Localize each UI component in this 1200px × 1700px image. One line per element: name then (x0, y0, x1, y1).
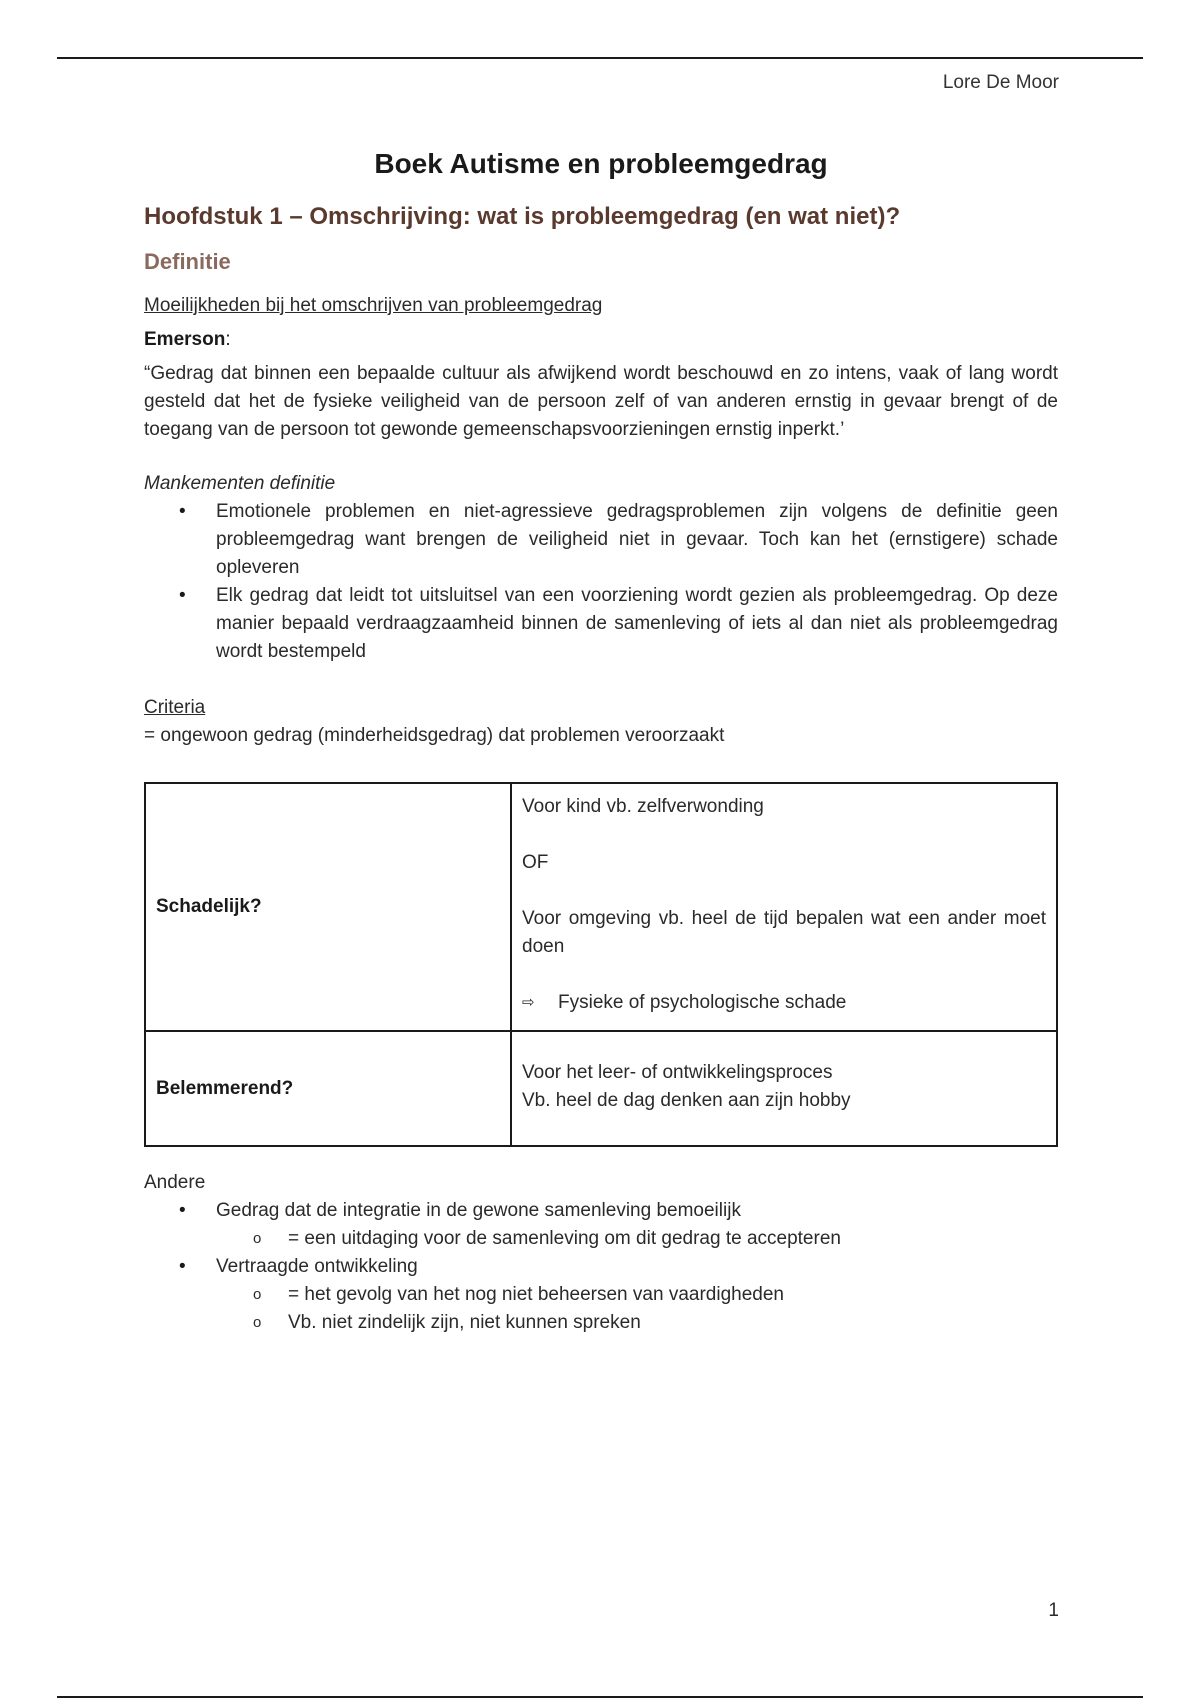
andere-list (144, 1197, 1058, 1337)
list-item: • Elk gedrag dat leidt tot uitsluitsel van een voorziening wordt gezien als probleemgedrag. Op deze manier bepaald verdraagzaamheid binnen de samenleving of iets al dan niet als probleemgedrag wordt bestempeld (216, 582, 1058, 666)
sub-list (216, 1281, 1058, 1337)
cell-arrow-line (522, 989, 1046, 1017)
table-row (145, 783, 1057, 1031)
subheading: Moeilijkheden bij het omschrijven van probleemgedrag (144, 295, 603, 316)
table-cell-label: Belemmerend? (145, 1031, 511, 1146)
criteria-title: Criteria (144, 697, 206, 718)
list-item-text: Gedrag dat de integratie in de gewone samenleving bemoeilijk (216, 1200, 741, 1221)
criteria-table (144, 782, 1058, 1147)
top-rule (57, 57, 1143, 59)
section-heading: Definitie (144, 249, 231, 274)
sub-list (216, 1225, 1058, 1253)
mankementen-list (144, 498, 1058, 666)
arrow-icon: ⇨ (522, 994, 535, 1011)
emerson-name: Emerson (144, 329, 226, 350)
sub-list-item: o = een uitdaging voor de samenleving om dit gedrag te accepteren (288, 1225, 1058, 1253)
page-content (144, 140, 1058, 1337)
list-item: • Emotionele problemen en niet-agressieve gedragsproblemen zijn volgens de definitie geen probleemgedrag want brengen de veiligheid niet in gevaar. Toch kan het (ernstigere) schade opleveren (216, 498, 1058, 582)
table-cell-value (511, 1031, 1057, 1146)
emerson-colon: : (225, 329, 231, 350)
cell-line: Vb. heel de dag denken aan zijn hobby (522, 1089, 851, 1111)
mankementen-title: Mankementen definitie (144, 473, 336, 494)
criteria-definition: = ongewoon gedrag (minderheidsgedrag) dat problemen veroorzaakt (144, 725, 725, 746)
table-row (145, 1031, 1057, 1146)
andere-title: Andere (144, 1172, 206, 1193)
sub-list-item: o Vb. niet zindelijk zijn, niet kunnen spreken (288, 1309, 1058, 1337)
emerson-label (144, 326, 1058, 354)
author-name: Lore De Moor (942, 72, 1059, 93)
table-cell-label: Schadelijk? (145, 783, 511, 1031)
cell-line: Voor omgeving vb. heel de tijd bepalen wat een ander moet doen (522, 908, 1046, 957)
chapter-heading: Hoofdstuk 1 – Omschrijving: wat is probleemgedrag (en wat niet)? (144, 203, 901, 230)
table-cell-value (511, 783, 1057, 1031)
list-item-text: Vertraagde ontwikkeling (216, 1256, 418, 1277)
page-number: 1 (1048, 1600, 1059, 1621)
list-item (216, 1197, 1058, 1253)
emerson-quote: “Gedrag dat binnen een bepaalde cultuur als afwijkend wordt beschouwd en zo intens, vaak of lang wordt gesteld dat het de fysieke veiligheid van de persoon zelf of van anderen ernstig in gevaar brengt of de toegang van de persoon tot gewonde gemeenschapsvoorzieningen ernstig inperkt.’ (144, 363, 1058, 440)
cell-line: OF (522, 852, 549, 873)
sub-list-item: o = het gevolg van het nog niet beheersen van vaardigheden (288, 1281, 1058, 1309)
document-title: Boek Autisme en probleemgedrag (374, 148, 828, 179)
list-item (216, 1253, 1058, 1337)
cell-line: Voor kind vb. zelfverwonding (522, 796, 764, 817)
cell-line: Fysieke of psychologische schade (558, 992, 847, 1013)
cell-line: Voor het leer- of ontwikkelingsproces (522, 1061, 833, 1083)
bottom-rule (57, 1696, 1143, 1698)
